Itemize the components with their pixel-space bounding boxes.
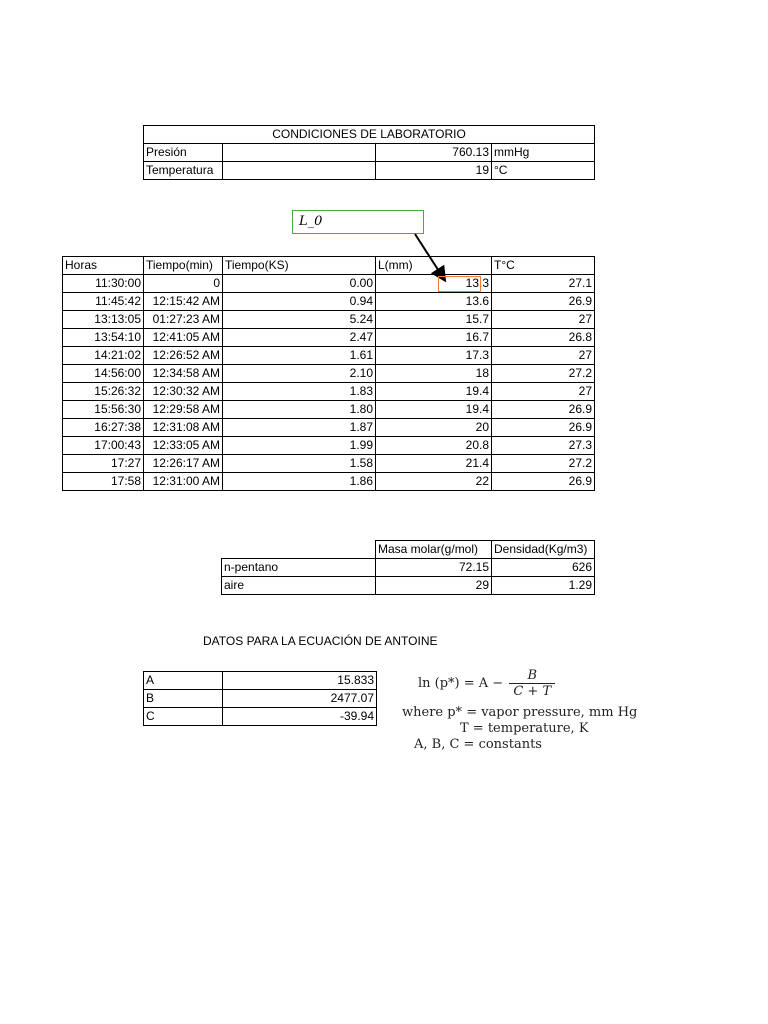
time-ks-cell[interactable]: 1.83 — [223, 383, 376, 401]
time-min-cell[interactable]: 12:26:17 AM — [144, 455, 223, 473]
time-ks-cell[interactable]: 1.87 — [223, 419, 376, 437]
temperature-cell[interactable]: 27.1 — [492, 275, 595, 293]
formula-t-line: T = temperature, K — [460, 721, 589, 736]
table-header-row — [63, 257, 595, 275]
constant-value[interactable]: -39.94 — [223, 708, 377, 726]
col-header-tiempo-ks[interactable]: Tiempo(KS) — [223, 257, 376, 275]
table-row — [63, 419, 595, 437]
length-cell[interactable]: 18 — [376, 365, 492, 383]
hour-cell[interactable]: 13:13:05 — [63, 311, 144, 329]
empty-cell[interactable] — [223, 144, 376, 162]
hour-cell[interactable]: 16:27:38 — [63, 419, 144, 437]
length-cell[interactable]: 19.4 — [376, 383, 492, 401]
length-cell[interactable]: 13.3 — [376, 275, 492, 293]
length-cell[interactable]: 20.8 — [376, 437, 492, 455]
hour-cell[interactable]: 17:27 — [63, 455, 144, 473]
time-min-cell[interactable]: 12:41:05 AM — [144, 329, 223, 347]
hour-cell[interactable]: 17:58 — [63, 473, 144, 491]
molar-mass-value[interactable]: 29 — [376, 577, 492, 595]
table-row — [63, 311, 595, 329]
table-row — [63, 293, 595, 311]
constant-label[interactable]: A — [144, 672, 223, 690]
hour-cell[interactable]: 13:54:10 — [63, 329, 144, 347]
pressure-unit[interactable]: mmHg — [492, 144, 595, 162]
formula-denominator: C + T — [513, 684, 552, 699]
properties-table — [221, 540, 595, 595]
empty-cell[interactable] — [223, 162, 376, 180]
table-row — [63, 455, 595, 473]
length-cell[interactable]: 16.7 — [376, 329, 492, 347]
time-ks-cell[interactable]: 0.00 — [223, 275, 376, 293]
col-header-molar-mass[interactable]: Masa molar(g/mol) — [376, 541, 492, 559]
pressure-label[interactable]: Presión — [144, 144, 223, 162]
formula-numerator: B — [509, 668, 555, 684]
table-row — [144, 672, 377, 690]
length-cell[interactable]: 15.7 — [376, 311, 492, 329]
antoine-formula-image — [398, 660, 638, 760]
time-ks-cell[interactable]: 1.80 — [223, 401, 376, 419]
pressure-value[interactable]: 760.13 — [376, 144, 492, 162]
constant-label[interactable]: C — [144, 708, 223, 726]
temperature-cell[interactable]: 27.2 — [492, 455, 595, 473]
length-cell[interactable]: 19.4 — [376, 401, 492, 419]
col-header-l-mm[interactable]: L(mm) — [376, 257, 492, 275]
hour-cell[interactable]: 14:56:00 — [63, 365, 144, 383]
lab-conditions-table — [143, 125, 595, 180]
l0-callout-label: L_0 — [299, 214, 323, 229]
table-row — [222, 559, 595, 577]
time-ks-cell[interactable]: 2.10 — [223, 365, 376, 383]
time-min-cell[interactable]: 0 — [144, 275, 223, 293]
constant-label[interactable]: B — [144, 690, 223, 708]
formula-abc-line: A, B, C = constants — [414, 737, 542, 752]
table-row — [63, 329, 595, 347]
time-min-cell[interactable]: 12:31:00 AM — [144, 473, 223, 491]
measurements-table — [62, 256, 595, 491]
formula-lhs: ln (p*) = A − — [418, 676, 504, 691]
temperature-cell[interactable]: 27.3 — [492, 437, 595, 455]
empty-cell — [222, 541, 376, 559]
length-cell[interactable]: 22 — [376, 473, 492, 491]
table-row — [63, 347, 595, 365]
time-min-cell[interactable]: 12:29:58 AM — [144, 401, 223, 419]
time-min-cell[interactable]: 01:27:23 AM — [144, 311, 223, 329]
length-cell[interactable]: 17.3 — [376, 347, 492, 365]
table-row — [63, 401, 595, 419]
table-row — [63, 473, 595, 491]
time-min-cell[interactable]: 12:34:58 AM — [144, 365, 223, 383]
hour-cell[interactable]: 11:30:00 — [63, 275, 144, 293]
time-ks-cell[interactable]: 1.61 — [223, 347, 376, 365]
time-min-cell[interactable]: 12:26:52 AM — [144, 347, 223, 365]
formula-equation — [418, 668, 555, 699]
length-cell[interactable]: 20 — [376, 419, 492, 437]
lab-conditions-title: CONDICIONES DE LABORATORIO — [144, 126, 595, 144]
temperature-value[interactable]: 19 — [376, 162, 492, 180]
col-header-density[interactable]: Densidad(Kg/m3) — [492, 541, 595, 559]
col-header-temp[interactable]: T°C — [492, 257, 595, 275]
density-value[interactable]: 1.29 — [492, 577, 595, 595]
hour-cell[interactable]: 15:56:30 — [63, 401, 144, 419]
temperature-cell[interactable]: 27 — [492, 383, 595, 401]
substance-name[interactable]: n-pentano — [222, 559, 376, 577]
temperature-cell[interactable]: 26.9 — [492, 401, 595, 419]
time-ks-cell[interactable]: 5.24 — [223, 311, 376, 329]
temperature-label[interactable]: Temperatura — [144, 162, 223, 180]
time-ks-cell[interactable]: 0.94 — [223, 293, 376, 311]
time-ks-cell[interactable]: 1.86 — [223, 473, 376, 491]
temperature-unit[interactable]: °C — [492, 162, 595, 180]
time-min-cell[interactable]: 12:15:42 AM — [144, 293, 223, 311]
formula-where-line: where p* = vapor pressure, mm Hg — [402, 705, 638, 720]
antoine-table — [143, 671, 377, 726]
table-row — [63, 383, 595, 401]
constant-value[interactable]: 15.833 — [223, 672, 377, 690]
table-row — [144, 690, 377, 708]
molar-mass-value[interactable]: 72.15 — [376, 559, 492, 577]
table-row — [63, 365, 595, 383]
constant-value[interactable]: 2477.07 — [223, 690, 377, 708]
formula-fraction — [509, 668, 555, 699]
antoine-title: DATOS PARA LA ECUACIÓN DE ANTOINE — [203, 634, 438, 648]
temperature-cell[interactable]: 26.9 — [492, 293, 595, 311]
temperature-cell[interactable]: 26.8 — [492, 329, 595, 347]
hour-cell[interactable]: 14:21:02 — [63, 347, 144, 365]
time-min-cell[interactable]: 12:33:05 AM — [144, 437, 223, 455]
table-row — [222, 577, 595, 595]
table-row — [63, 275, 595, 293]
l0-callout-box[interactable] — [292, 210, 424, 234]
time-ks-cell[interactable]: 1.99 — [223, 437, 376, 455]
time-min-cell[interactable]: 12:31:08 AM — [144, 419, 223, 437]
density-value[interactable]: 626 — [492, 559, 595, 577]
length-cell[interactable]: 21.4 — [376, 455, 492, 473]
table-row — [63, 437, 595, 455]
time-min-cell[interactable]: 12:30:32 AM — [144, 383, 223, 401]
time-ks-cell[interactable]: 1.58 — [223, 455, 376, 473]
hour-cell[interactable]: 15:26:32 — [63, 383, 144, 401]
temperature-cell[interactable]: 27.2 — [492, 365, 595, 383]
hour-cell[interactable]: 11:45:42 — [63, 293, 144, 311]
temperature-cell[interactable]: 27 — [492, 311, 595, 329]
temperature-cell[interactable]: 26.9 — [492, 419, 595, 437]
temperature-cell[interactable]: 27 — [492, 347, 595, 365]
temperature-cell[interactable]: 26.9 — [492, 473, 595, 491]
col-header-horas[interactable]: Horas — [63, 257, 144, 275]
col-header-tiempo-min[interactable]: Tiempo(min) — [144, 257, 223, 275]
hour-cell[interactable]: 17:00:43 — [63, 437, 144, 455]
table-row — [144, 708, 377, 726]
substance-name[interactable]: aire — [222, 577, 376, 595]
time-ks-cell[interactable]: 2.47 — [223, 329, 376, 347]
length-cell[interactable]: 13.6 — [376, 293, 492, 311]
